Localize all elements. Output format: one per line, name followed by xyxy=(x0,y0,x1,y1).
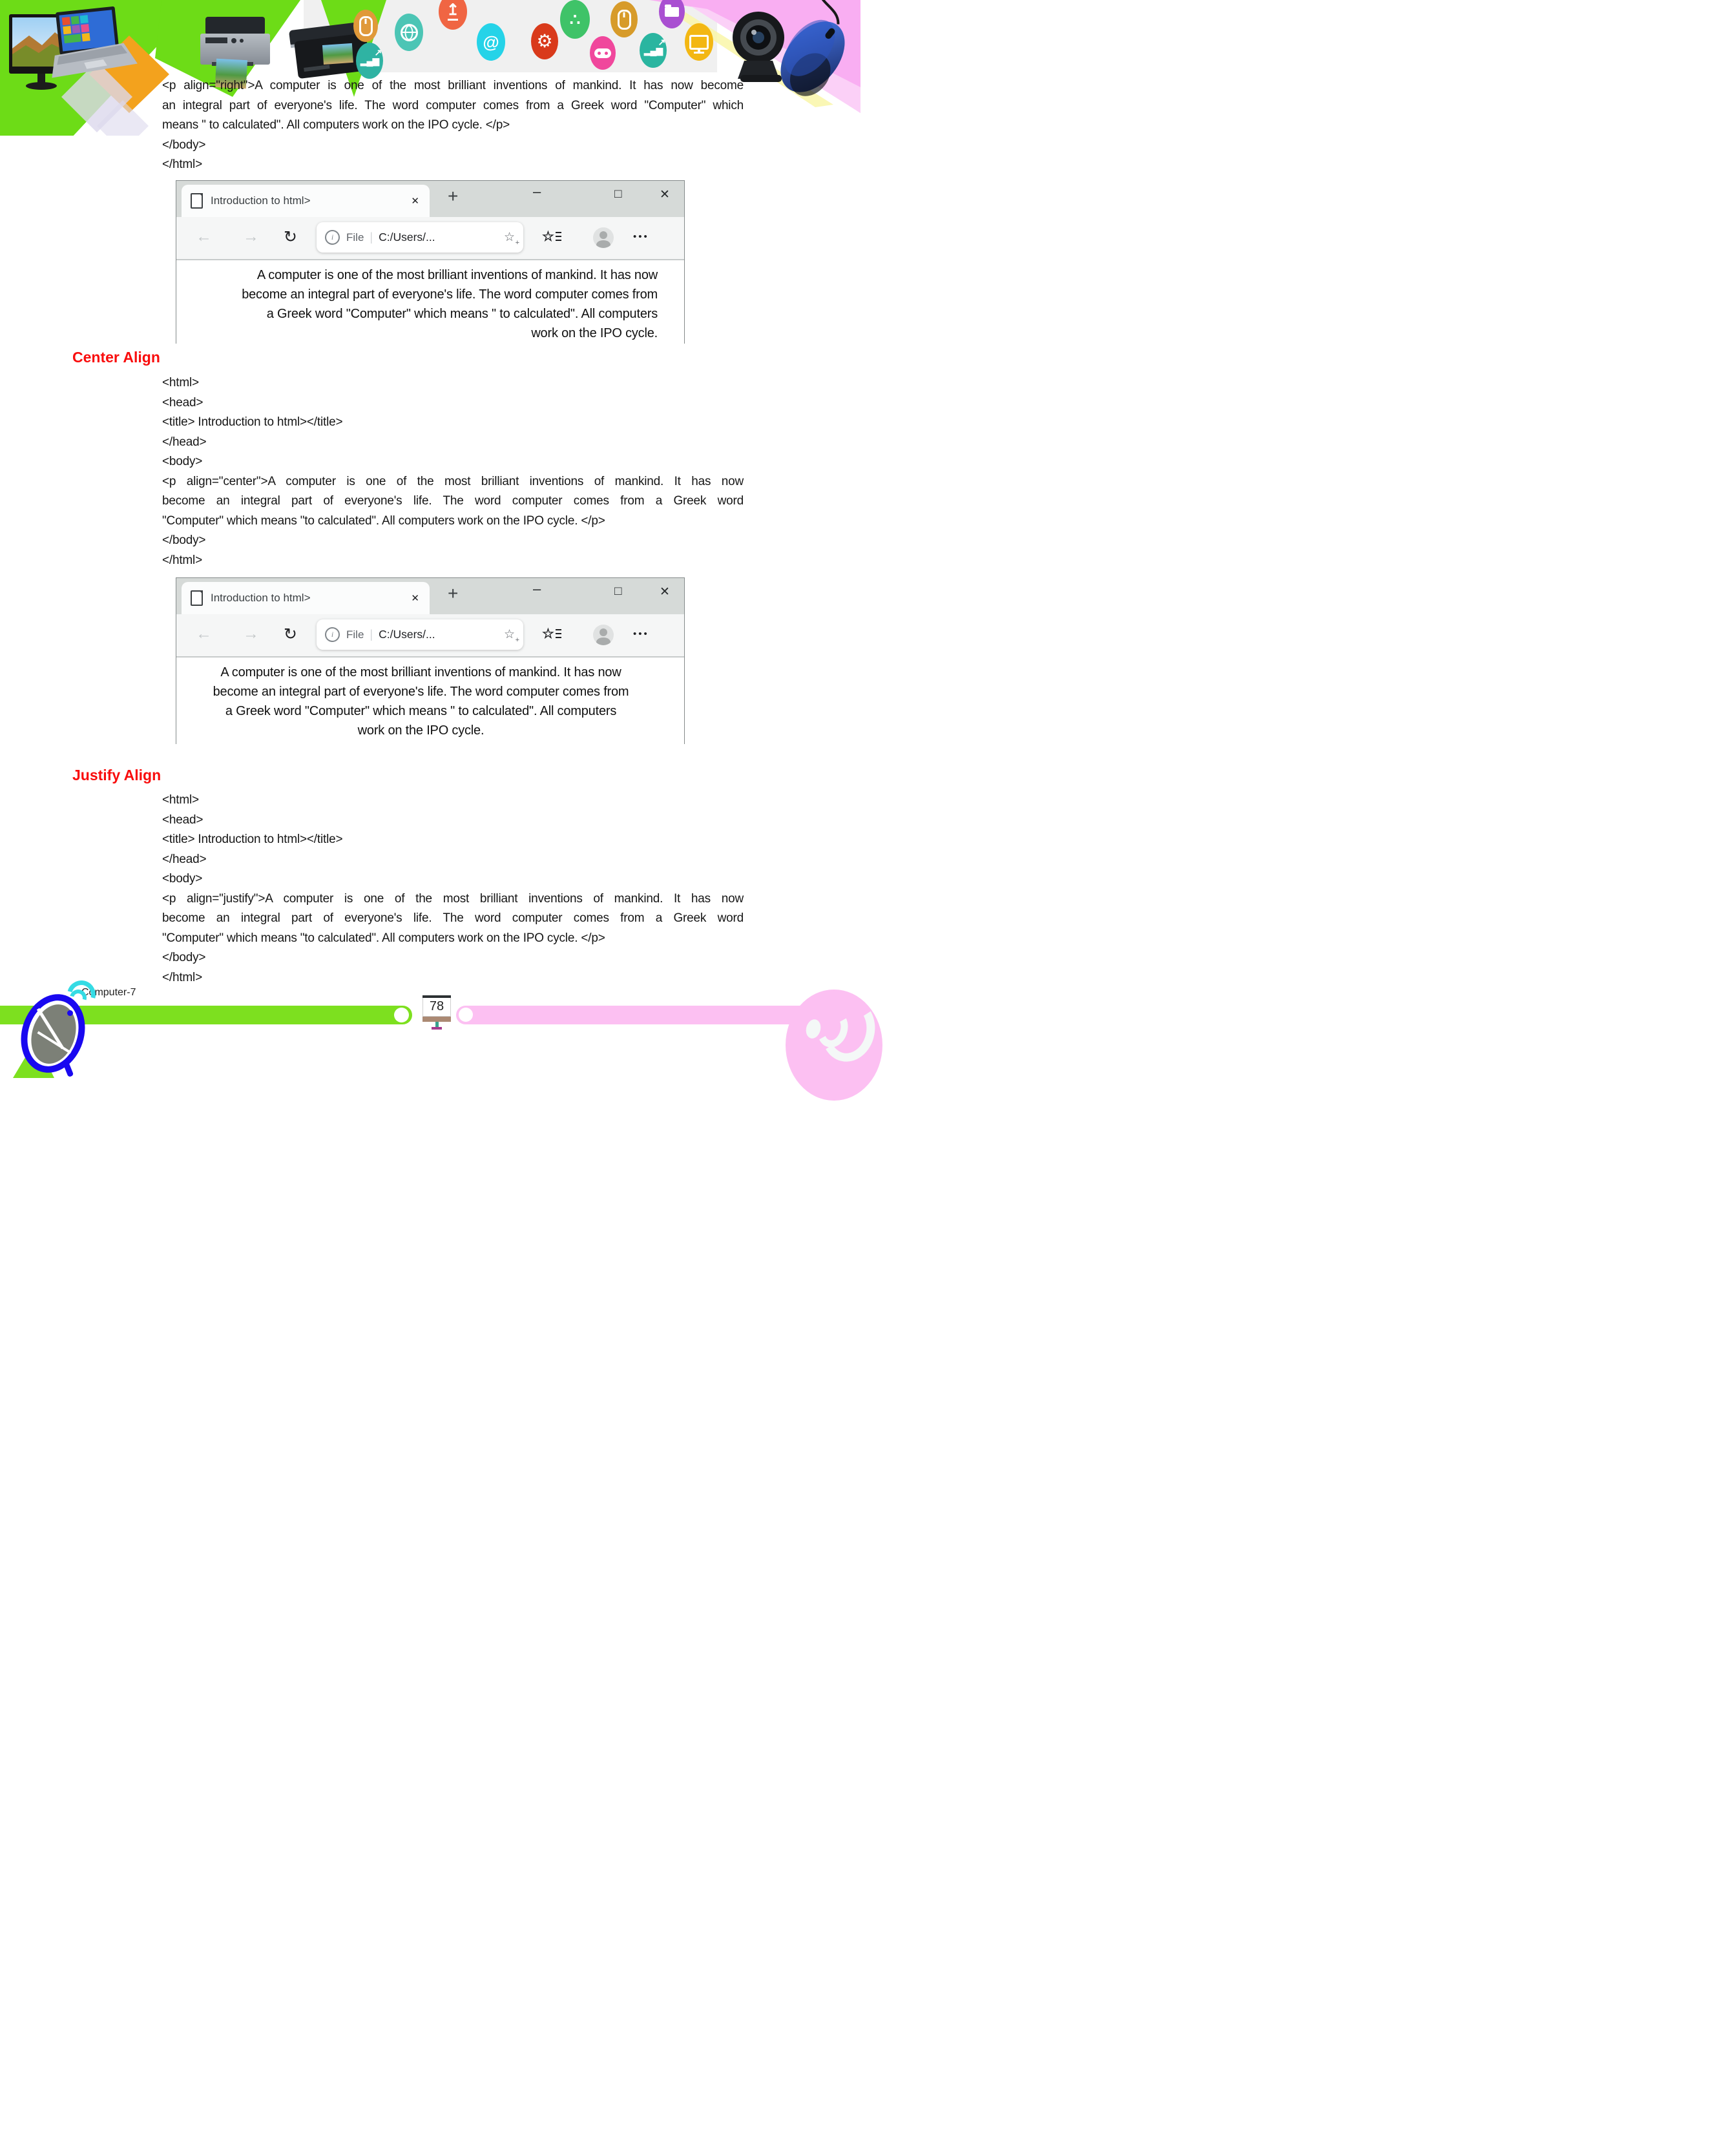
back-icon[interactable]: ← xyxy=(196,227,212,245)
back-icon[interactable]: ← xyxy=(196,625,212,643)
hub-star-icon: ☆ xyxy=(542,627,554,641)
user-network-icon xyxy=(560,0,590,39)
star-plus-icon: + xyxy=(515,636,519,644)
hub-lines-icon xyxy=(556,629,561,639)
code-line: <head> xyxy=(162,813,203,827)
monitor-icon-glyph xyxy=(689,35,709,50)
code-line: <p align="center">A computer is one of the most brilliant inventions of mankind. It has now xyxy=(162,474,744,488)
upload-icon-glyph: ↥ xyxy=(446,3,459,21)
file-scheme-label: File xyxy=(346,628,364,641)
tab-close-icon[interactable]: ✕ xyxy=(411,196,419,207)
at-icon xyxy=(477,23,505,61)
code-line: <title> Introduction to html></title> xyxy=(162,415,343,429)
mouse-icon-glyph xyxy=(359,16,373,36)
code-block-center-align xyxy=(162,373,744,570)
address-separator: | xyxy=(370,628,373,641)
code-line: </body> xyxy=(162,138,206,152)
page-content-center-aligned xyxy=(176,657,684,751)
tab-close-icon[interactable]: ✕ xyxy=(411,593,419,604)
hub-lines-icon xyxy=(556,232,561,242)
browser-toolbar xyxy=(176,614,684,657)
favorites-hub-icon[interactable] xyxy=(542,229,561,245)
code-line: <p align="right">A computer is one of the most brilliant inventions of mankind. It has now become xyxy=(162,79,744,92)
browser-window-right-align xyxy=(176,180,685,344)
new-tab-button[interactable]: + xyxy=(448,186,459,206)
code-line: "Computer" which means "to calculated". All computers work on the IPO cycle. </p> xyxy=(162,931,605,945)
page-icon xyxy=(191,193,203,209)
tab-title: Introduction to html> xyxy=(211,592,311,604)
signal-arc-icon-2 xyxy=(816,994,881,1067)
code-line: become an integral part of everyone's life. The word computer comes from a Greek word xyxy=(162,911,744,925)
folder-icon-glyph xyxy=(665,7,679,17)
code-line: <html> xyxy=(162,793,199,807)
content-line: a Greek word "Computer" which means " to calculated". All computers xyxy=(225,704,617,718)
maximize-button[interactable]: □ xyxy=(614,585,622,598)
book-title-label: Computer-7 xyxy=(81,987,136,998)
close-button[interactable]: ✕ xyxy=(660,585,670,599)
gears-icon xyxy=(531,23,558,59)
globe-icon xyxy=(395,14,423,51)
refresh-icon[interactable]: ↻ xyxy=(284,228,297,246)
forward-icon[interactable]: → xyxy=(243,625,259,643)
address-separator: | xyxy=(370,231,373,244)
code-line: <p align="justify">A computer is one of the most brilliant inventions of mankind. It has now xyxy=(162,891,744,906)
code-line: <title> Introduction to html></title> xyxy=(162,833,343,846)
code-line: "Computer" which means "to calculated". All computers work on the IPO cycle. </p> xyxy=(162,513,605,528)
content-line: become an integral part of everyone's life. The word computer comes from xyxy=(213,685,629,699)
wired-mouse-icon xyxy=(610,1,638,37)
profile-avatar[interactable] xyxy=(593,625,614,645)
code-line: <html> xyxy=(162,376,199,389)
address-bar[interactable] xyxy=(317,222,523,253)
growth-chart-icon xyxy=(640,33,667,68)
favorites-hub-icon[interactable] xyxy=(542,626,561,642)
maximize-button[interactable]: □ xyxy=(614,187,622,201)
heading-justify-align: Justify Align xyxy=(72,767,162,783)
code-block-right-align xyxy=(162,76,744,175)
sign-post xyxy=(435,1022,439,1027)
content-line: become an integral part of everyone's life. The word computer comes from xyxy=(242,287,658,302)
globe-icon-glyph xyxy=(401,24,418,41)
file-scheme-label: File xyxy=(346,231,364,244)
hub-star-icon: ☆ xyxy=(542,229,554,244)
tab-bar xyxy=(176,181,684,217)
code-line: <body> xyxy=(162,455,203,468)
page-content-right-aligned xyxy=(176,260,684,350)
tab-title: Introduction to html> xyxy=(211,194,311,207)
satellite-dish-logo xyxy=(4,984,165,1078)
gamepad-icon xyxy=(590,36,616,70)
profile-avatar[interactable] xyxy=(593,227,614,248)
footer-pink-bar-endcap xyxy=(459,1008,473,1022)
tab-bar xyxy=(176,578,684,614)
address-path: C:/Users/... xyxy=(379,231,435,244)
menu-dots-icon[interactable]: ••• xyxy=(633,231,649,242)
info-icon[interactable]: i xyxy=(325,230,340,245)
content-line: a Greek word "Computer" which means " to calculated". All computers xyxy=(266,307,658,321)
code-line: </html> xyxy=(162,970,202,984)
content-line: A computer is one of the most brilliant inventions of mankind. It has now xyxy=(256,268,658,282)
code-line: </head> xyxy=(162,435,207,449)
code-line: </body> xyxy=(162,534,206,547)
info-icon[interactable]: i xyxy=(325,627,340,642)
browser-toolbar xyxy=(176,217,684,260)
address-path: C:/Users/... xyxy=(379,628,435,641)
user-network-icon-glyph: ∴ xyxy=(569,10,581,29)
close-button[interactable]: ✕ xyxy=(660,188,670,202)
code-line: become an integral part of everyone's life. The word computer comes from a Greek word xyxy=(162,494,744,508)
footer-pink-bar xyxy=(456,1006,815,1024)
monitor-icon xyxy=(685,23,713,61)
satellite-feed-dot xyxy=(67,1010,73,1016)
code-line: means " to calculated". All computers work on the IPO cycle. </p> xyxy=(162,118,510,132)
page-icon xyxy=(191,590,203,606)
content-line: A computer is one of the most brilliant inventions of mankind. It has now xyxy=(220,665,621,679)
growth-chart-icon-glyph: ▂▄▆ ↗ xyxy=(644,46,662,55)
browser-tab[interactable] xyxy=(182,185,430,217)
code-block-justify-align xyxy=(162,791,744,988)
code-line: </html> xyxy=(162,553,202,567)
browser-window-center-align xyxy=(176,577,685,744)
mouse-icon xyxy=(353,10,378,42)
code-line: an integral part of everyone's life. The word computer comes from a Greek word "Computer" which xyxy=(162,98,744,112)
code-line: </body> xyxy=(162,951,206,964)
content-line: work on the IPO cycle. xyxy=(357,723,485,738)
sign-base-bar xyxy=(422,1017,451,1022)
new-tab-button[interactable]: + xyxy=(448,583,459,603)
content-line: work on the IPO cycle. xyxy=(531,326,658,340)
footer-green-bar-endcap xyxy=(394,1008,409,1022)
menu-dots-icon[interactable]: ••• xyxy=(633,628,649,639)
code-line: <body> xyxy=(162,872,203,886)
growth-chart-icon-2-glyph: ▂▄▆ ↗ xyxy=(360,56,379,65)
page-number: 78 xyxy=(422,998,451,1017)
code-line: </head> xyxy=(162,852,207,866)
browser-tab[interactable] xyxy=(182,582,430,614)
code-line: </html> xyxy=(162,158,202,171)
page-number-sign xyxy=(422,995,451,1030)
gamepad-icon-glyph xyxy=(594,48,611,58)
address-bar[interactable] xyxy=(317,619,523,650)
gears-icon-glyph: ⚙ xyxy=(536,31,553,51)
minimize-button[interactable]: – xyxy=(533,183,541,200)
star-plus-icon: + xyxy=(515,239,519,247)
sign-foot xyxy=(432,1027,442,1030)
heading-center-align: Center Align xyxy=(72,349,160,366)
favorite-star-icon[interactable]: ☆ + xyxy=(503,628,519,644)
code-line: <head> xyxy=(162,395,203,409)
refresh-icon[interactable]: ↻ xyxy=(284,625,297,643)
forward-icon[interactable]: → xyxy=(243,227,259,245)
favorite-star-icon[interactable]: ☆ + xyxy=(503,231,519,247)
footer-signal-logo xyxy=(786,990,882,1101)
minimize-button[interactable]: – xyxy=(533,581,541,597)
wired-mouse-icon-glyph xyxy=(618,10,631,30)
at-icon-glyph: @ xyxy=(483,32,499,52)
growth-chart-icon-2 xyxy=(356,43,383,79)
